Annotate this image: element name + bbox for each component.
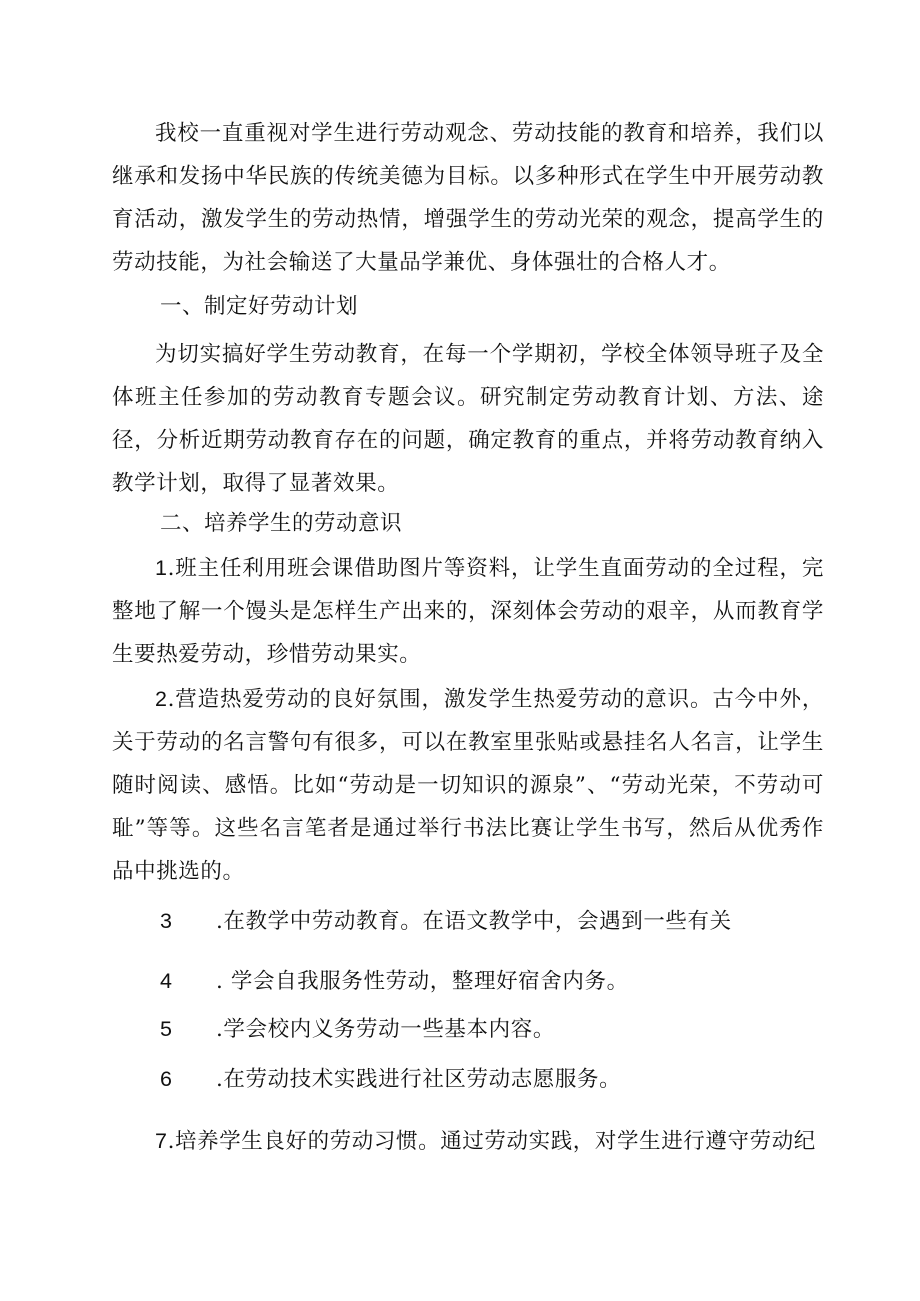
list-item-1 xyxy=(112,547,824,676)
list-item-7 xyxy=(112,1120,824,1163)
list-item-number: 3 xyxy=(160,909,173,933)
list-item-number: 5 xyxy=(160,1017,173,1041)
list-item-number: 1 xyxy=(155,556,168,580)
list-item-6 xyxy=(160,1058,621,1101)
list-item-text: . 学会自我服务性劳动，整理好宿舍内务。 xyxy=(216,969,629,994)
list-item-number: 7 xyxy=(155,1129,168,1153)
list-item-text: .班主任利用班会课借助图片等资料，让学生直面劳动的全过程，完整地了解一个馒头是怎样生产出来的，深刻体会劳动的艰辛，从而教育学生要热爱劳动，珍惜劳动果实。 xyxy=(112,556,824,667)
list-item-2 xyxy=(112,678,824,893)
list-item-3 xyxy=(160,900,732,943)
list-item-5 xyxy=(160,1008,555,1051)
list-item-text: .在教学中劳动教育。在语文教学中，会遇到一些有关 xyxy=(216,909,732,934)
list-item-text: .营造热爱劳动的良好氛围，激发学生热爱劳动的意识。古今中外，关于劳动的名言警句有很多，可以在教室里张贴或悬挂名人名言，让学生随时阅读、感悟。比如“劳动是一切知识的源泉”、“劳动光荣，不劳动可耻”等等。这些名言笔者是通过举行书法比赛让学生书写，然后从优秀作品中挑选的。 xyxy=(112,687,824,884)
list-item-number: 2 xyxy=(155,687,168,711)
section-2-heading: 二、培养学生的劳动意识 xyxy=(160,511,403,536)
section-1-heading: 一、制定好劳动计划 xyxy=(160,294,359,319)
section-1-paragraph: 为切实搞好学生劳动教育，在每一个学期初，学校全体领导班子及全体班主任参加的劳动教育专题会议。研究制定劳动教育计划、方法、途径，分析近期劳动教育存在的问题，确定教育的重点，并将劳动教育纳入教学计划，取得了显著效果。 xyxy=(112,342,824,496)
intro-paragraph: 我校一直重视对学生进行劳动观念、劳动技能的教育和培养，我们以继承和发扬中华民族的传统美德为目标。以多种形式在学生中开展劳动教育活动，激发学生的劳动热情，增强学生的劳动光荣的观念，提高学生的劳动技能，为社会输送了大量品学兼优、身体强壮的合格人才。 xyxy=(112,121,824,275)
list-item-4 xyxy=(160,960,629,1003)
list-item-number: 6 xyxy=(160,1067,173,1091)
list-item-text: .在劳动技术实践进行社区劳动志愿服务。 xyxy=(216,1067,622,1092)
list-item-text: .学会校内义务劳动一些基本内容。 xyxy=(216,1017,555,1042)
list-item-text: .培养学生良好的劳动习惯。通过劳动实践，对学生进行遵守劳动纪 xyxy=(167,1129,816,1154)
list-item-number: 4 xyxy=(160,969,173,993)
